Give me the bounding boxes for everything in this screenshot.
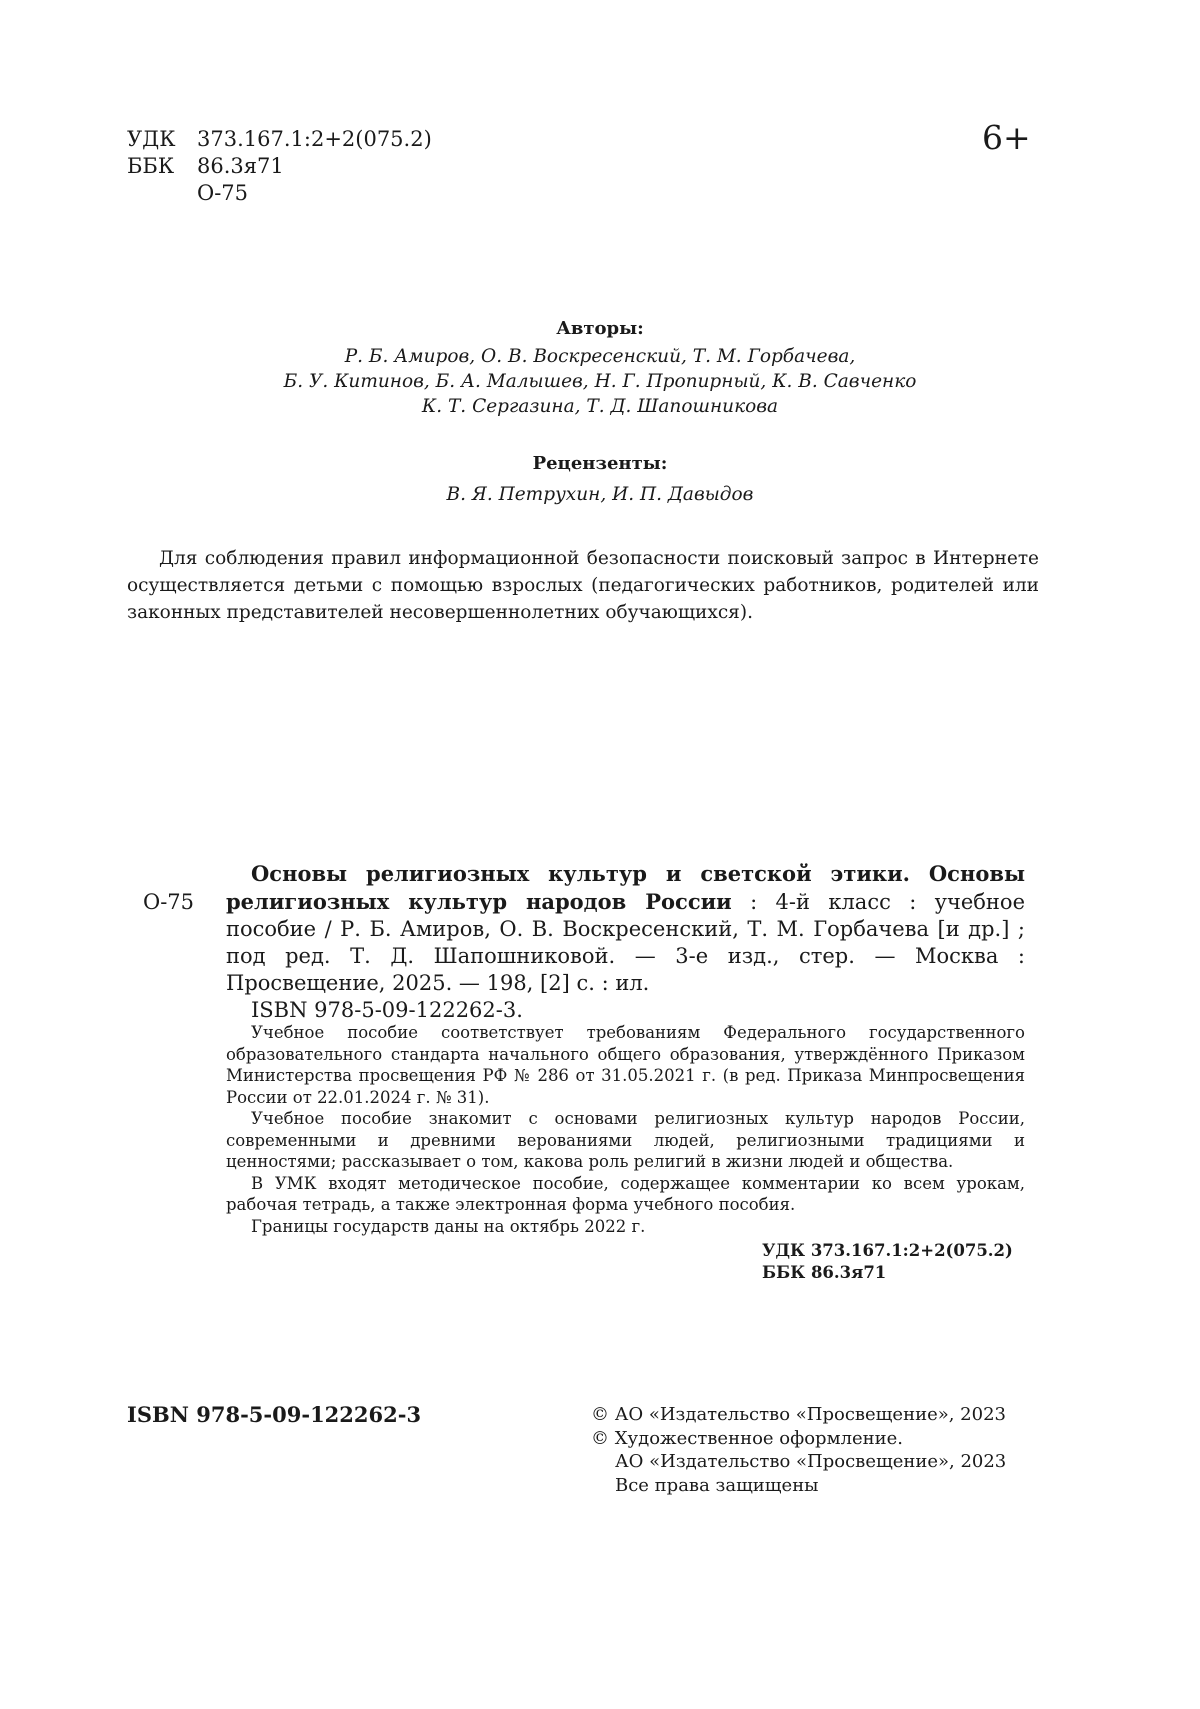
author-mark: О-75 [197,181,249,205]
udk-row [127,126,432,153]
annotation-paragraph: Границы государств даны на октябрь 2022 г. [251,1216,646,1236]
authors-line: К. Т. Сергазина, Т. Д. Шапошникова [421,396,779,417]
copyright-line: © АО «Издательство «Просвещение», 2023 [591,1404,1006,1425]
bib-title: Основы религиозных культур и светской этики. Основы религиозных культур народов России [226,861,1025,914]
udk-label: УДК [127,127,176,151]
bib-description [226,860,1025,997]
reviewers-title: Рецензенты: [532,453,668,474]
authors-line: Р. Б. Амиров, О. В. Воскресенский, Т. М. Горбачева, [344,346,856,367]
udk-bottom: УДК 373.167.1:2+2(075.2) [762,1241,1013,1260]
authors-line: Б. У. Китинов, Б. А. Малышев, Н. Г. Пропирный, К. В. Савченко [283,371,917,392]
bib-author-mark: О-75 [143,890,195,914]
isbn-footer: ISBN 978-5-09-122262-3 [127,1402,422,1427]
bib-details: : 4-й класс : учебное пособие / Р. Б. Амиров, О. В. Воскресенский, Т. М. Горбачева [и др.] ; под ред. Т. Д. Шапошниковой. — 3-е изд., стер. — Москва : Просвещение, 2025. — 198, [2] с. : ил. [226,890,1025,995]
annotation-paragraph: В УМК входят методическое пособие, содержащее комментарии ко всем урокам, рабочая тетрадь, а также электронная форма учебного пособия. [226,1173,1025,1214]
udk-value: 373.167.1:2+2(075.2) [197,127,432,151]
copyright-line: Все права защищены [615,1474,819,1496]
copyright-line: © Художественное оформление. [591,1427,904,1449]
bbk-bottom: ББК 86.3я71 [762,1263,887,1282]
reviewers-line: В. Я. Петрухин, И. П. Давыдов [446,484,754,505]
bib-isbn: ISBN 978-5-09-122262-3. [251,998,523,1022]
authors-title: Авторы: [556,318,644,339]
age-rating: 6+ [982,118,1031,157]
bbk-row [127,153,432,180]
annotation-paragraph: Учебное пособие знакомит с основами религиозных культур народов России, современными и древними верованиями людей, религиозными традициями и ценностями; рассказывает о том, какова роль религий в жизни людей и общества. [226,1109,1025,1171]
bibliographic-record [226,860,1025,1024]
annotation-paragraph: Учебное пособие соответствует требованиям Федерального государственного образовательного стандарта начального общего образования, утверждённого Приказом Министерства просвещения РФ № 286 от 31.05.2021 г. (в ред. Приказа Минпросвещения России от 22.01.2024 г. № 31). [226,1023,1025,1107]
author-mark-row [127,180,432,207]
classification-codes [127,126,432,207]
classification-codes-bottom [762,1240,1013,1284]
copyright-block [591,1403,1006,1497]
copyright-line: АО «Издательство «Просвещение», 2023 [615,1451,1007,1472]
bbk-value: 86.3я71 [197,154,284,178]
safety-notice: Для соблюдения правил информационной безопасности поисковый запрос в Интернете осуществляется детьми с помощью взрослых (педагогических работников, родителей или законных представителей несовершеннолетних обучающихся). [127,548,1039,623]
bbk-label: ББК [127,154,175,178]
annotation [226,1022,1025,1237]
